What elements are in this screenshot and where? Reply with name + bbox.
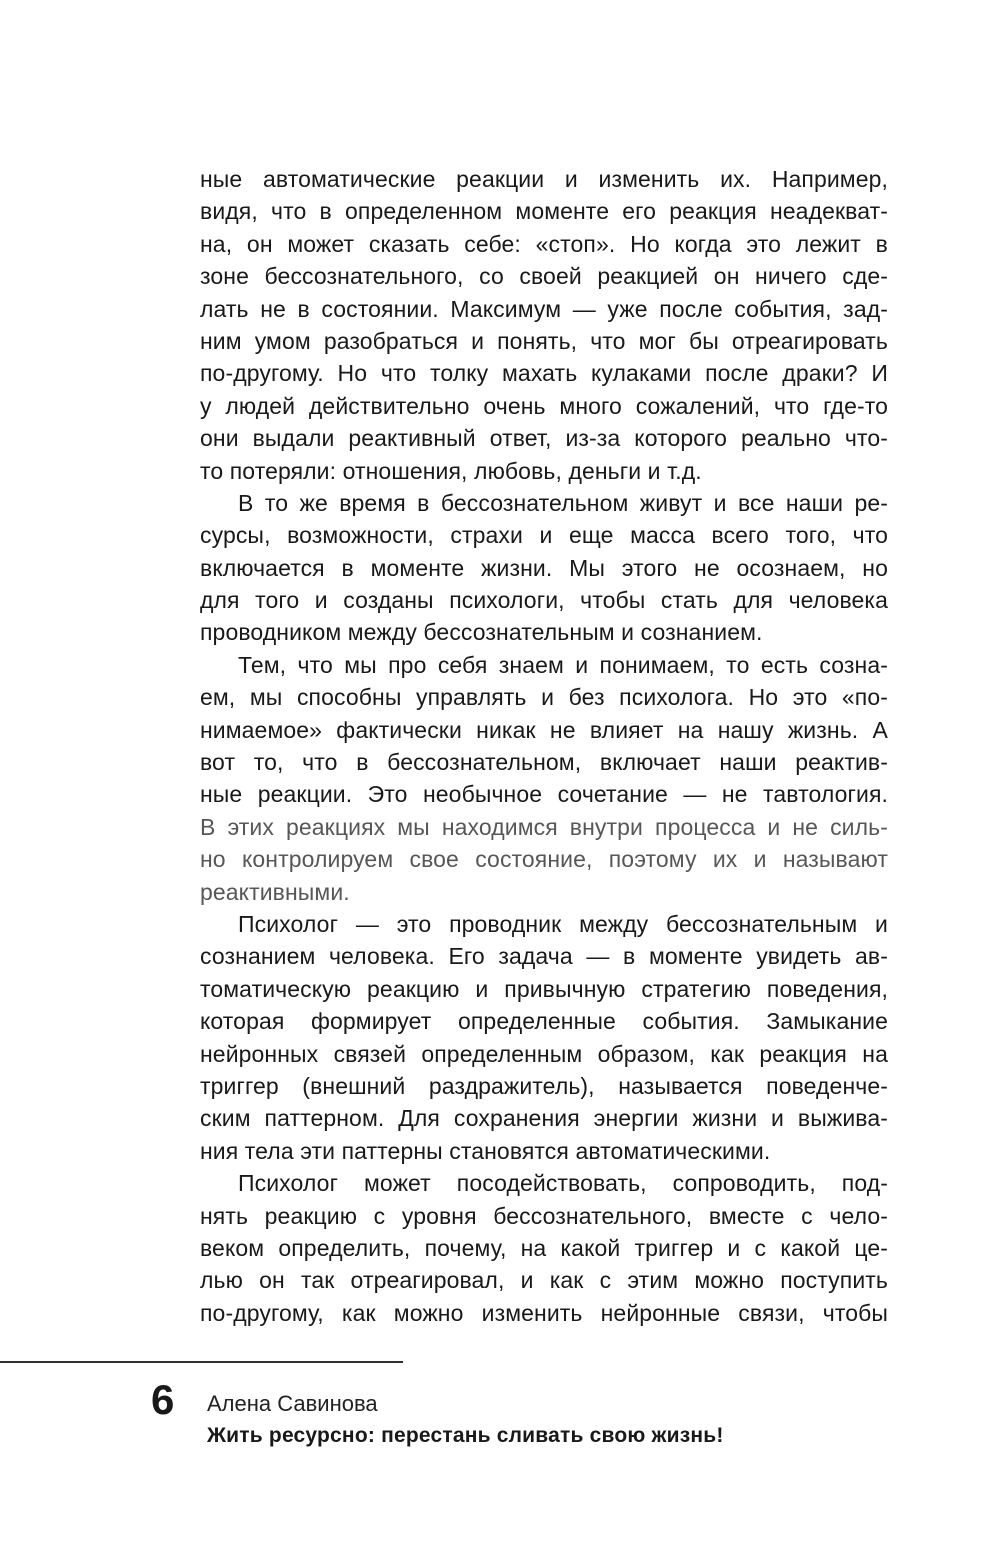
page-text-block [200,163,888,1329]
text-line: то потеряли: отношения, любовь, деньги и т.д. [200,457,702,484]
text-line: ним умом разобраться и понять, что мог бы отреагировать [200,327,888,354]
text-line: нейронных связей определенным образом, как реакция на [200,1040,888,1067]
text-line: Психолог — это проводник между бессознательным и [238,910,888,937]
page-footer [207,1388,724,1452]
text-line: ные автоматические реакции и изменить их. Например, [200,166,888,192]
text-line: сознанием человека. Его задача — в моменте увидеть ав- [200,943,888,970]
text-line: веком определить, почему, на какой триггер и с какой це- [200,1234,888,1261]
text-line: нимаемое» фактически никак не влияет на нашу жизнь. А [200,716,888,743]
text-line: которая формирует определенные события. Замыкание [200,1008,888,1035]
text-line: по-другому. Но что толку махать кулаками после драки? И [200,360,888,387]
text-line: томатическую реакцию и привычную стратегию поведения, [200,975,888,1002]
footer-rule [0,1361,403,1363]
text-line: сурсы, возможности, страхи и еще масса всего того, что [200,522,888,549]
text-line: ния тела эти паттерны становятся автоматическими. [200,1137,771,1164]
text-line: реактивными. [200,878,350,905]
text-line: В то же время в бессознательном живут и все наши ре- [238,489,888,516]
text-line: вот то, что в бессознательном, включает наши реактив- [200,749,888,776]
text-line: но контролируем свое состояние, поэтому их и называют [200,846,888,873]
text-line: на, он может сказать себе: «стоп». Но когда это лежит в [200,230,888,257]
text-line: ные реакции. Это необычное сочетание — не тавтология. [200,781,888,808]
footer-book-title: Жить ресурсно: перестань сливать свою жизнь! [207,1424,724,1447]
text-line: В этих реакциях мы находимся внутри процесса и не силь- [200,813,888,840]
text-line: Психолог может посодействовать, сопроводить, под- [238,1170,888,1197]
text-line: ем, мы способны управлять и без психолога. Но это «по- [200,684,888,711]
text-line: триггер (внешний раздражитель), называется поведенче- [200,1072,888,1099]
page-number: 6 [151,1376,175,1423]
text-line: Тем, что мы про себя знаем и понимаем, то есть созна- [238,651,888,678]
text-line: лью он так отреагировал, и как с этим можно поступить [200,1267,888,1294]
text-line: для того и созданы психологи, чтобы стать для человека [200,587,888,614]
text-line: по-другому, как можно изменить нейронные связи, чтобы [200,1299,888,1326]
text-line: нять реакцию с уровня бессознательного, вместе с чело- [200,1202,888,1229]
footer-author: Алена Савинова [207,1391,378,1416]
text-line: ским паттерном. Для сохранения энергии жизни и выжива- [200,1105,888,1132]
text-line: включается в моменте жизни. Мы этого не осознаем, но [200,554,888,581]
text-line: лать не в состоянии. Максимум — уже после события, зад- [200,295,888,322]
text-line: они выдали реактивный ответ, из-за которого реально что- [200,425,888,452]
text-line: зоне бессознательного, со своей реакцией он ничего сде- [200,263,888,290]
text-line: у людей действительно очень много сожалений, что где-то [200,392,888,419]
text-line: проводником между бессознательным и сознанием. [200,619,763,646]
text-line: видя, что в определенном моменте его реакция неадекват- [200,198,888,225]
